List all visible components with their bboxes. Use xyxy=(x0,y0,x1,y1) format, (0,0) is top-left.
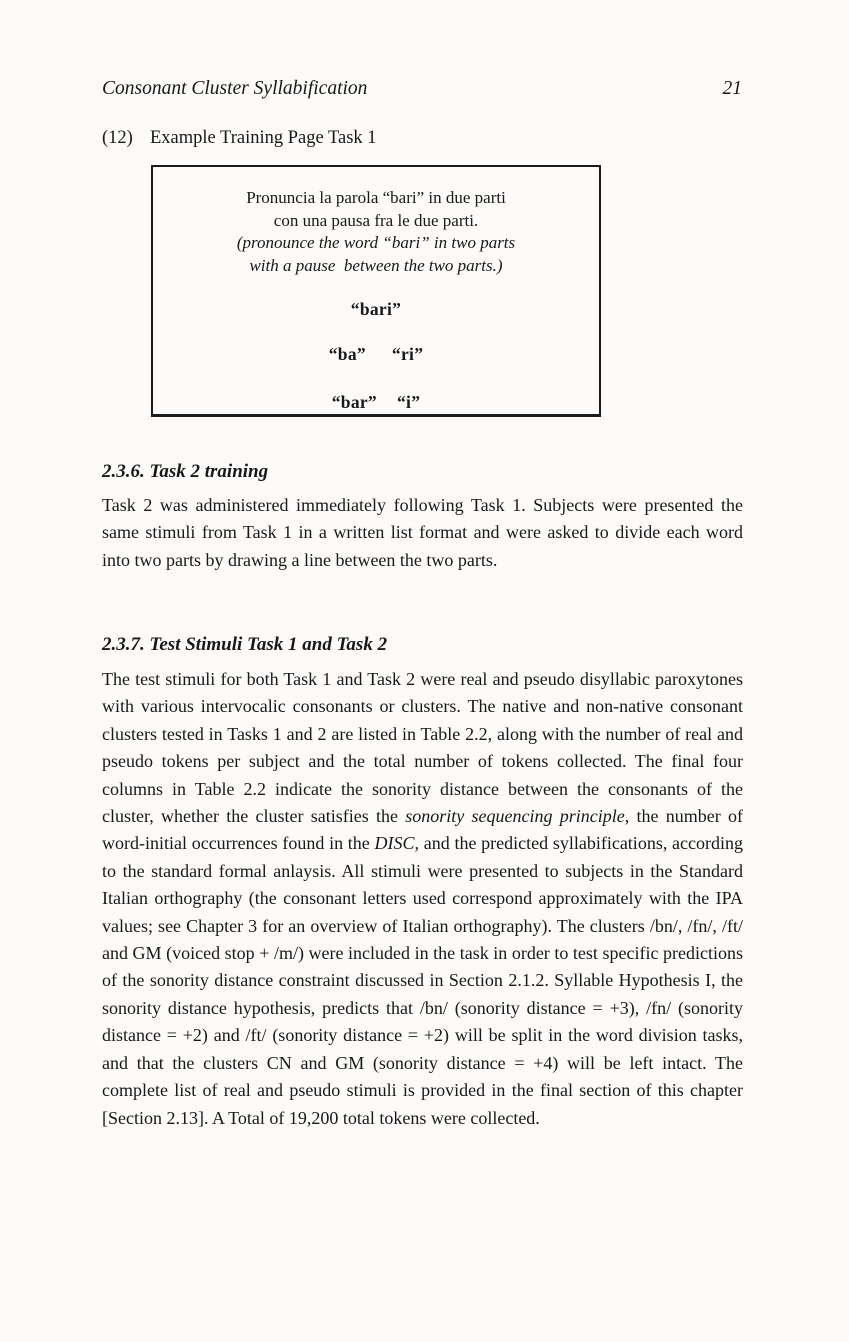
split1-left-part: “ba” xyxy=(328,344,366,364)
example-number: (12) xyxy=(102,128,133,148)
example-caption-row xyxy=(102,128,377,149)
italic-sonority-sequencing-principle: sonority sequencing principle xyxy=(405,806,625,827)
section-2-3-7-heading: 2.3.7. Test Stimuli Task 1 and Task 2 xyxy=(102,634,388,655)
section-2-3-6-body: Task 2 was administered immediately following Task 1. Subjects were presented the same stimuli from Task 1 in a written list format and were asked to divide each word into two parts by drawing a line between the two parts. xyxy=(102,495,743,570)
section-2-3-6-heading: 2.3.6. Task 2 training xyxy=(102,461,269,482)
running-head-title: Consonant Cluster Syllabification xyxy=(102,78,368,99)
instruction-italian-line2: con una pausa fra le due parti. xyxy=(273,210,479,230)
example-caption: Example Training Page Task 1 xyxy=(150,128,377,148)
running-head xyxy=(102,78,742,100)
instruction-english-line2: with a pause between the two parts.) xyxy=(249,255,503,275)
page-number: 21 xyxy=(722,78,742,99)
body-run-2: , the number of word-initial occurrences found in the xyxy=(102,806,743,854)
body-run-3: and the predicted syllabifications, according to the standard formal anlaysis. All stimuli were presented to subjects in the Standard Italian orthography (the consonant letters used correspond approximately with the IPA values; see Chapter 3 for an overview of Italian orthography). The clusters /bn/, /fn/, /ft/ and GM (voiced stop + /m/) were included in the task in order to test specific predictions of the sonority distance constraint discussed in Section 2.1.2. Syllable Hypothesis I, the sonority distance hypothesis, predicts that /bn/ (sonority distance = +3), /fn/ (sonority distance = +2) and /ft/ (sonority distance = +2) will be split in the word division tasks, and that the clusters CN and GM (sonority distance = +4) will be left intact. The complete list of real and pseudo stimuli is provided in the final section of this chapter [Section 2.13]. A Total of 19,200 total tokens were collected. xyxy=(102,833,744,1128)
section-2-3-7-body xyxy=(102,666,743,1132)
training-page-box xyxy=(151,165,601,417)
stimulus-split-option-2 xyxy=(153,392,599,413)
stimulus-whole-word: “bari” xyxy=(350,299,402,319)
instruction-italian-line1: Pronuncia la parola “bari” in due parti xyxy=(246,188,506,207)
split2-left-part: “bar” xyxy=(331,392,377,412)
split2-right-part: “i” xyxy=(396,392,421,412)
body-run-1: The test stimuli for both Task 1 and Task 2 were real and pseudo disyllabic paroxytones with various intervocalic consonants or clusters. The native and non-native consonant clusters tested in Tasks 1 and 2 are listed in Table 2.2, along with the number of real and pseudo tokens per subject and the total number of tokens collected. The final four columns in Table 2.2 indicate the sonority distance between the consonants of the cluster, whether the cluster satisfies the xyxy=(102,669,743,827)
italic-disc: DISC, xyxy=(374,833,420,854)
stimulus-split-option-1 xyxy=(153,344,599,365)
split1-right-part: “ri” xyxy=(391,344,424,364)
instruction-english-line1: (pronounce the word “bari” in two parts xyxy=(236,233,516,252)
